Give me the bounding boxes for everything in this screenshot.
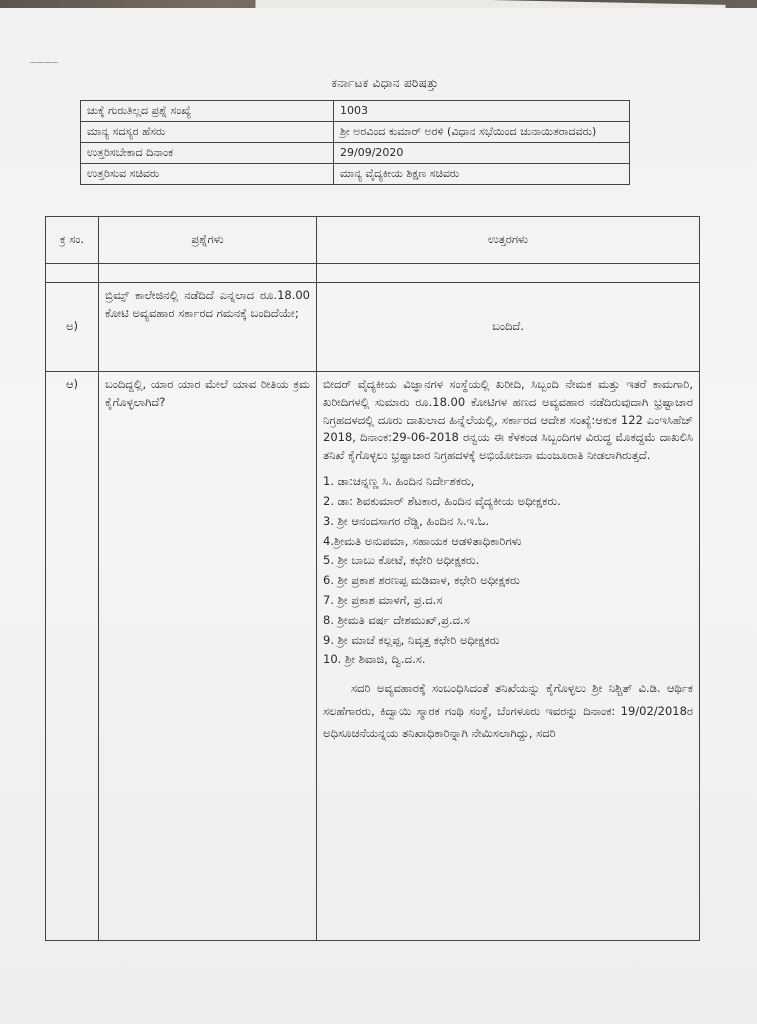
- table-row: [46, 372, 700, 941]
- corner-mark: ————: [30, 58, 58, 66]
- column-header-questions: ಪ್ರಶ್ನೆಗಳು: [99, 217, 317, 264]
- column-header-answers: ಉತ್ತರಗಳು: [317, 217, 700, 264]
- info-value: 29/09/2020: [334, 143, 630, 164]
- column-header-serial: ಕ್ರ ಸಂ.: [46, 217, 99, 264]
- list-item: 3. ಶ್ರೀ ಆನಂದಸಾಗರ ರೆಡ್ಡಿ, ಹಿಂದಿನ ಸಿ.ಇ.ಓ.: [323, 513, 490, 528]
- answer-cell: ಬಂದಿದೆ.: [317, 283, 700, 372]
- info-label: ಮಾನ್ಯ ಸದಸ್ಯರ ಹೆಸರು: [81, 122, 334, 143]
- list-item: 9. ಶ್ರೀ ಮಾಚೆ ಕಲ್ಲಪ್ಪ, ನಿವೃತ್ತ ಕಛೇರಿ ಅಧೀಕ್ಷಕರು: [323, 632, 500, 647]
- info-label: ಉತ್ತರಿಸಬೇಕಾದ ದಿನಾಂಕ: [81, 143, 334, 164]
- info-row: [81, 143, 630, 164]
- document-title: ಕರ್ನಾಟಕ ವಿಧಾನ ಪರಿಷತ್ತು: [331, 76, 439, 90]
- answer-intro: ಬೀದರ್ ವೈದ್ಯಕೀಯ ವಿಜ್ಞಾನಗಳ ಸಂಸ್ಥೆಯಲ್ಲಿ ಖರೀದಿ, ಸಿಬ್ಬಂದಿ ನೇಮಕ ಮತ್ತು ಇತರೆ ಕಾಮಗಾರಿ, ಖರೀದಿಗಳಲ್ಲಿ ಸುಮಾರು ರೂ.18.00 ಕೋಟಿಗಳ ಹಣದ ಅವ್ಯವಹಾರ ನಡೆದಿರುವುದಾಗಿ ಭ್ರಷ್ಟಾಚಾರ ನಿಗ್ರಹದಳದಲ್ಲಿ ದೂರು ದಾಖಲಾದ ಹಿನ್ನೆಲೆಯಲ್ಲಿ, ಸರ್ಕಾರದ ಆದೇಶ ಸಂಖ್ಯೆ:ಆಕುಕ 122 ಎಂಇಸಿಹೆಚ್ 2018, ದಿನಾಂಕ:29-06-2018 ರನ್ವಯ ಈ ಕೆಳಕಂಡ ಸಿಬ್ಬಂದಿಗಳ ವಿರುದ್ಧ ಮೊಕದ್ದಮೆ ದಾಖಲಿಸಿ ತನಿಖೆ ಕೈಗೊಳ್ಳಲು ಭ್ರಷ್ಟಾಚಾರ ನಿಗ್ರಹದಳಕ್ಕೆ ಅಭಿಯೋಜನಾ ಮಂಜೂರಾತಿ ನೀಡಲಾಗಿರುತ್ತದೆ.: [323, 377, 693, 463]
- question-cell: ಬಂದಿದ್ದಲ್ಲಿ, ಯಾರ ಯಾರ ಮೇಲೆ ಯಾವ ರೀತಿಯ ಕ್ರಮ ಕೈಗೊಳ್ಳಲಾಗಿದೆ?: [99, 372, 317, 941]
- info-label: ಚುಕ್ಕೆ ಗುರುತಿಲ್ಲದ ಪ್ರಶ್ನೆ ಸಂಖ್ಯೆ: [81, 101, 334, 122]
- document-page: [0, 8, 757, 1024]
- row-number: ಆ): [46, 372, 99, 941]
- question-cell: ಬ್ರಿಮ್ಸ್ ಕಾಲೇಜಿನಲ್ಲಿ ನಡೆದಿದೆ ಎನ್ನಲಾದ ರೂ.18.00 ಕೋಟಿ ಅವ್ಯವಹಾರ ಸರ್ಕಾರದ ಗಮನಕ್ಕೆ ಬಂದಿದೆಯೇ;: [99, 283, 317, 372]
- info-row: [81, 164, 630, 185]
- list-item: 6. ಶ್ರೀ ಪ್ರಕಾಶ ಶರಣಪ್ಪ ಮಡಿವಾಳ, ಕಛೇರಿ ಅಧೀಕ್ಷಕರು: [323, 573, 520, 588]
- spacer-row: [46, 264, 700, 283]
- info-label: ಉತ್ತರಿಸುವ ಸಚಿವರು: [81, 164, 334, 185]
- list-item: 4.ಶ್ರೀಮತಿ ಅನುಪಮಾ, ಸಹಾಯಕ ಆಡಳಿತಾಧಿಕಾರಿಗಳು: [323, 533, 522, 548]
- question-answer-table: [45, 216, 700, 941]
- list-item: 1. ಡಾ:ಚನ್ನಣ್ಣ ಸಿ. ಹಿಂದಿನ ನಿರ್ದೇಶಕರು,: [323, 474, 475, 489]
- accused-list: [323, 473, 693, 669]
- list-item: 2. ಡಾ: ಶಿವಕುಮಾರ್ ಶೆಟಕಾರ, ಹಿಂದಿನ ವೈದ್ಯಕೀಯ ಅಧೀಕ್ಷಕರು.: [323, 493, 561, 508]
- info-value: ಶ್ರೀ ಅರವಿಂದ ಕುಮಾರ್ ಅರಳಿ (ವಿಧಾನ ಸಭೆಯಿಂದ ಚುನಾಯಿತರಾದವರು): [334, 122, 630, 143]
- list-item: 7. ಶ್ರೀ ಪ್ರಕಾಶ ಮಾಳಗೆ, ಪ್ರ.ದ.ಸ: [323, 592, 443, 607]
- table-row: [46, 283, 700, 372]
- list-item: 8. ಶ್ರೀಮತಿ ವರ್ಷ ದೇಶಮುಖ್,ಪ್ರ.ದ.ಸ: [323, 612, 470, 627]
- info-row: [81, 101, 630, 122]
- info-row: [81, 122, 630, 143]
- row-number: ಅ): [46, 283, 99, 372]
- answer-outro: ಸದರಿ ಅವ್ಯವಹಾರಕ್ಕೆ ಸಂಬಂಧಿಸಿದಂತೆ ತನಿಖೆಯನ್ನು ಕೈಗೊಳ್ಳಲು ಶ್ರೀ ನಿಶ್ಚಿತ್ ವಿ.ಡಿ. ಆರ್ಥಿಕ ಸಲಹೆಗಾರರು, ಕಿದ್ವಾಯಿ ಸ್ಮಾರಕ ಗಂಥಿ ಸಂಸ್ಥೆ, ಬೆಂಗಳೂರು ಇವರನ್ನು ದಿನಾಂಕ: 19/02/2018ರ ಅಧಿಸೂಚನೆಯನ್ನಯ ತನಿಖಾಧಿಕಾರಿನ್ನಾಗಿ ನೇಮಿಸಲಾಗಿದ್ದು, ಸದರಿ: [323, 681, 693, 741]
- table-header-row: [46, 217, 700, 264]
- answer-cell: [317, 372, 700, 941]
- list-item: 5. ಶ್ರೀ ಬಾಬು ಕೋಟೆ, ಕಛೇರಿ ಅಧೀಕ್ಷಕರು.: [323, 553, 480, 568]
- question-info-table: [80, 100, 630, 185]
- info-value: 1003: [334, 101, 630, 122]
- list-item: 10. ಶ್ರೀ ಶಿವಾಜಿ, ದ್ವಿ.ದ.ಸ.: [323, 652, 426, 667]
- info-value: ಮಾನ್ಯ ವೈದ್ಯಕೀಯ ಶಿಕ್ಷಣ ಸಚಿವರು: [334, 164, 630, 185]
